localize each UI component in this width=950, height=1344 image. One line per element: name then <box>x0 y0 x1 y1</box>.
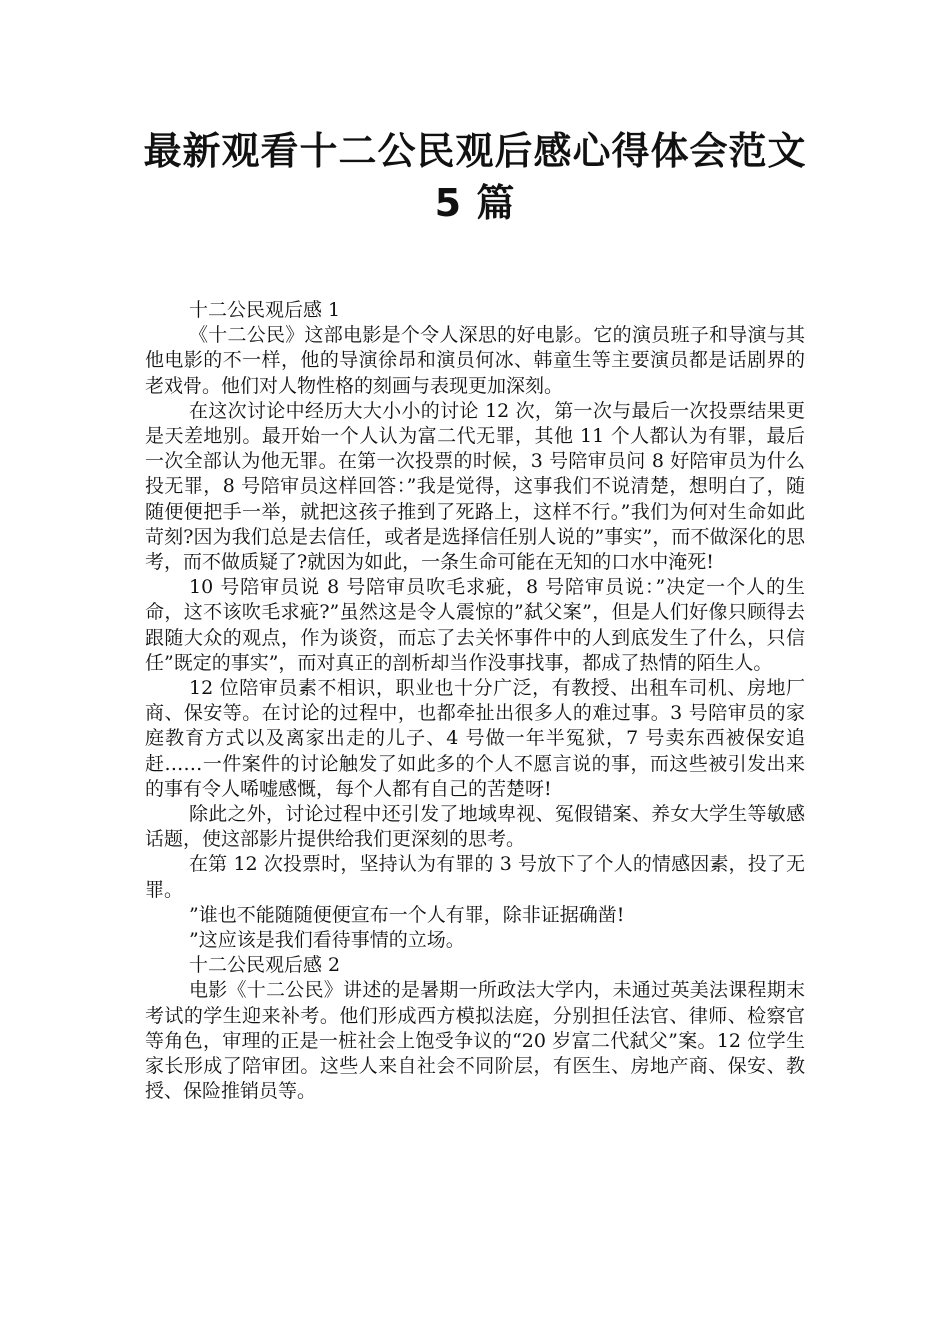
quote-line: ”谁也不能随随便便宣布一个人有罪，除非证据确凿! <box>189 903 625 926</box>
document-title: 最新观看十二公民观后感心得体会范文 <box>143 129 807 173</box>
paragraph: 除此之外，讨论过程中还引发了地域卑视、冤假错案、养女大学生等敏感话题，使这部影片提供给我们更深刻的思考。 <box>145 803 805 851</box>
section-heading: 十二公民观后感 1 <box>189 299 341 321</box>
paragraph: 《十二公民》这部电影是个令人深思的好电影。它的演员班子和导演与其他电影的不一样，他的导演徐昂和演员何冰、韩童生等主要演员都是话剧界的老戏骨。他们对人物性格的刻画与表现更加深刻。 <box>145 324 805 397</box>
paragraph: 电影《十二公民》讲述的是暑期一所政法大学内，未通过英美法课程期末考试的学生迎来补考。他们形成西方模拟法庭，分别担任法官、律师、检察官等角色，审理的正是一桩社会上饱受争议的“20 岁富二代弑父”案。12 位学生家长形成了陪审团。这些人来自社会不同阶层，有医生、房地产商、保安、教授、保险推销员等。 <box>145 979 805 1103</box>
document-body <box>145 298 805 1105</box>
paragraph: 在第 12 次投票时，坚持认为有罪的 3 号放下了个人的情感因素，投了无罪。 <box>145 853 805 901</box>
quote-line: ”这应该是我们看待事情的立场。 <box>189 929 465 952</box>
document-title-suffix: 5 篇 <box>434 181 516 225</box>
paragraph: 10 号陪审员说 8 号陪审员吹毛求疵，8 号陪审员说：”决定一个人的生命，这不该吹毛求疵?”虽然这是令人震惊的”弑父案”，但是人们好像只顾得去跟随大众的观点，作为谈资，而忘了去关怀事件中的人到底发生了什么，只信任”既定的事实”，而对真正的剖析却当作没事找事，都成了热情的陌生人。 <box>145 576 805 674</box>
section-heading: 十二公民观后感 2 <box>189 954 341 977</box>
paragraph: 12 位陪审员素不相识，职业也十分广泛，有教授、出租车司机、房地厂商、保安等。在讨论的过程中，也都牵扯出很多人的难过事。3 号陪审员的家庭教育方式以及离家出走的儿子、4 号做一年半冤狱，7 号卖东西被保安追赶……一件案件的讨论触发了如此多的个人不愿言说的事，而这些被引发出来的事有令人唏嘘感慨，每个人都有自己的苦楚呀! <box>145 677 805 800</box>
paragraph: 在这次讨论中经历大大小小的讨论 12 次，第一次与最后一次投票结果更是天差地别。最开始一个人认为富二代无罪，其他 11 个人都认为有罪，最后一次全部认为他无罪。在第一次投票的时候，3 号陪审员问 8 好陪审员为什么投无罪，8 号陪审员这样回答：”我是觉得，这事我们不说清楚，想明白了，随随便便把手一举，就把这孩子推到了死路上，这样不行。”我们为何对生命如此苛刻?因为我们总是去信任，或者是选择信任别人说的”事实”，而不做深化的思考，而不做质疑了?就因为如此，一条生命可能在无知的口水中淹死! <box>145 399 805 574</box>
